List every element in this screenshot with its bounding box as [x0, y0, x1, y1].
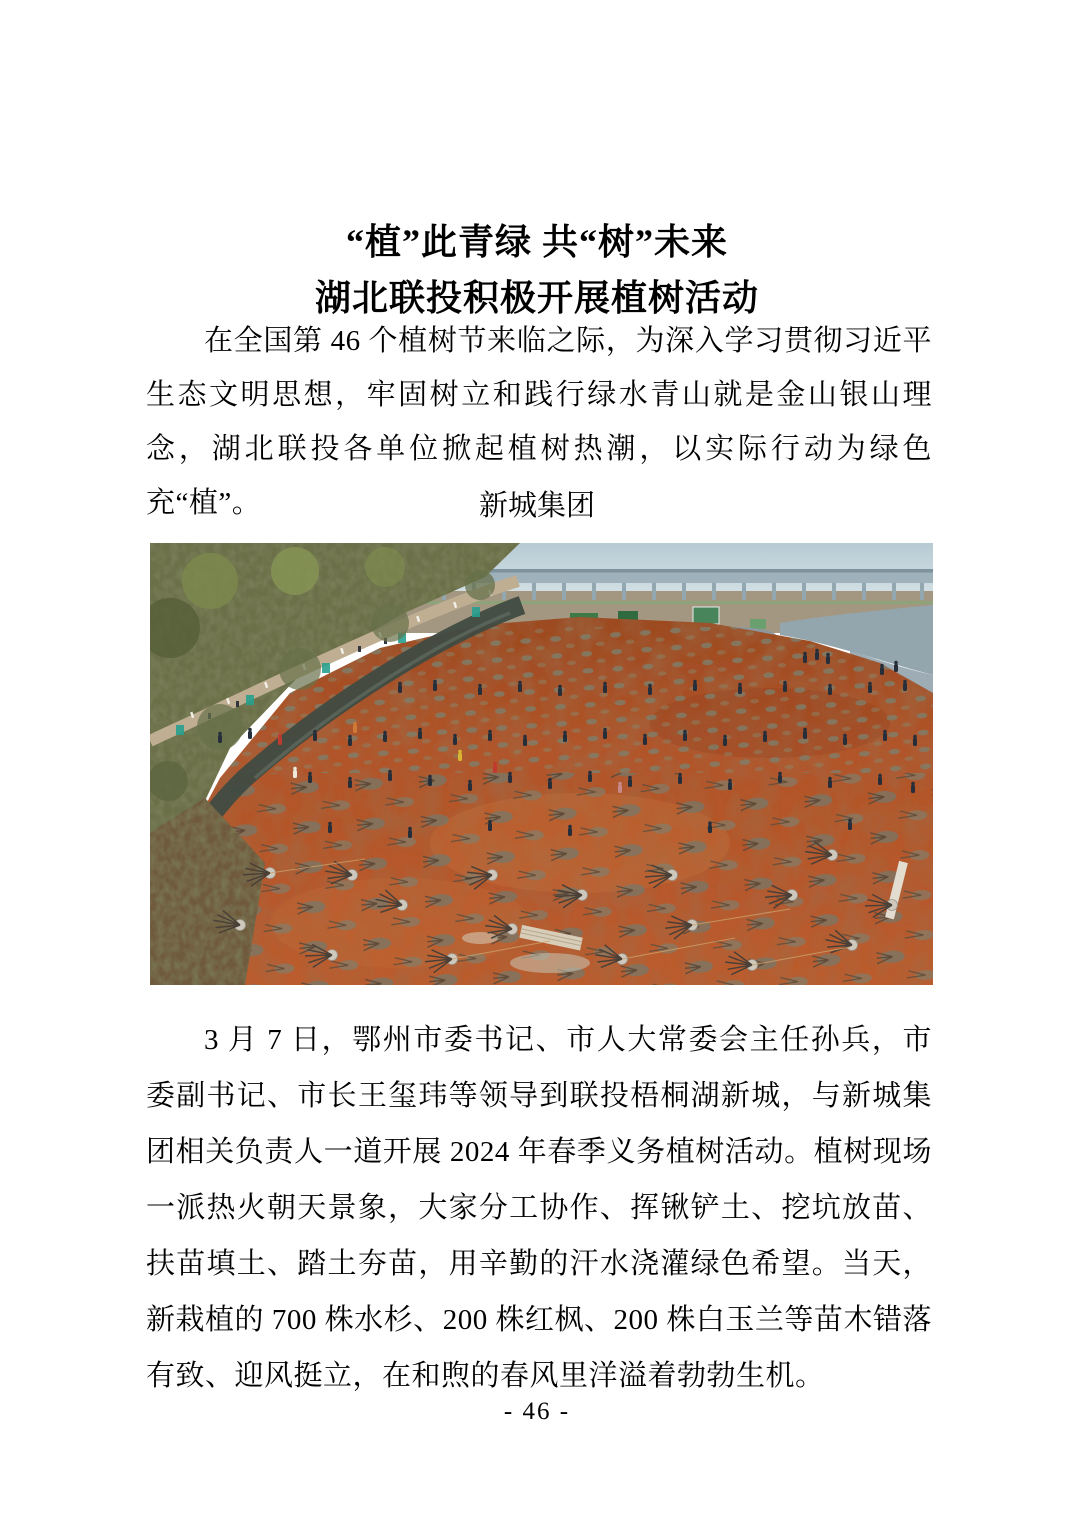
- photo-scene: [150, 543, 933, 985]
- body-paragraph: 3 月 7 日，鄂州市委书记、市人大常委会主任孙兵，市委副书记、市长王玺玮等领导到联投梧桐湖新城，与新城集团相关负责人一道开展 2024 年春季义务植树活动。植树现场一派热火朝天景象，大家分工协作、挥锹铲土、挖坑放苗、扶苗填土、踏土夯苗，用辛勤的汗水浇灌绿色希望。当天，新栽植的 700 株水杉、200 株红枫、200 株白玉兰等苗木错落有致、迎风挺立，在和煦的春风里洋溢着勃勃生机。: [146, 1024, 932, 1392]
- title-line-2: 湖北联投积极开展植树活动: [314, 278, 759, 319]
- tree-planting-aerial-photo: [150, 543, 933, 985]
- page-number: - 46 -: [503, 1398, 571, 1425]
- document-title: [0, 214, 1074, 326]
- section-heading: 新城集团: [478, 490, 595, 522]
- title-line-1: “植”此青绿 共“树”未来: [345, 222, 728, 263]
- intro-paragraph: 在全国第 46 个植树节来临之际，为深入学习贯彻习近平生态文明思想，牢固树立和践行绿水青山就是金山银山理念，湖北联投各单位掀起植树热潮，以实际行动为绿色充“植”。: [146, 325, 932, 519]
